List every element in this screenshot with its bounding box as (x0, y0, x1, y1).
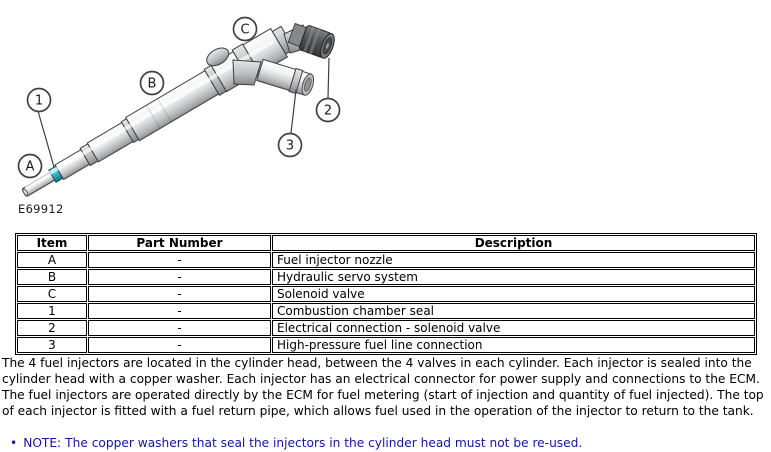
column-header-item: Item (17, 235, 87, 251)
note-text: The copper washers that seal the injectors in the cylinder head must not be re-used. (65, 436, 583, 450)
cell-part-number: - (88, 337, 271, 353)
cell-part-number: - (88, 286, 271, 302)
cell-item: 2 (17, 320, 87, 336)
fuel-line-port (256, 59, 316, 98)
cell-part-number: - (88, 269, 271, 285)
figure-code: E69912 (18, 202, 64, 216)
callout-2 (317, 99, 340, 122)
cell-description: Electrical connection - solenoid valve (272, 320, 755, 336)
cell-description: High-pressure fuel line connection (272, 337, 755, 353)
cell-part-number: - (88, 320, 271, 336)
cell-part-number: - (88, 252, 271, 268)
electrical-connector (287, 21, 337, 60)
cell-item: B (17, 269, 87, 285)
table-row (17, 320, 755, 336)
table-row (17, 252, 755, 268)
cell-item: 3 (17, 337, 87, 353)
callout-3 (279, 134, 302, 157)
table-header-row (17, 235, 755, 251)
cell-item: A (17, 252, 87, 268)
callout-B (141, 72, 164, 95)
callout-B-label: B (147, 76, 157, 92)
cell-item: C (17, 286, 87, 302)
callout-3-label: 3 (285, 138, 295, 154)
column-header-description: Description (272, 235, 755, 251)
cell-part-number: - (88, 303, 271, 319)
leader-line-2 (328, 58, 329, 98)
table-row (17, 286, 755, 302)
injector-body (10, 15, 296, 200)
cell-description: Combustion chamber seal (272, 303, 755, 319)
table-row (17, 269, 755, 285)
table-row (17, 303, 755, 319)
callout-1 (28, 89, 51, 112)
note (10, 436, 768, 451)
description-paragraph: The 4 fuel injectors are located in the cylinder head, between the 4 valves in each cylinder. Each injector is sealed into the cylinder head with a copper washer. Each injector has an electrical connector for power supply and connections to the ECM. The fuel injectors are operated directly by the ECM for fuel metering (start of injection and quantity of fuel injected). The top of each injector is fitted with a fuel return pipe, which allows fuel used in the operation of the injector to return to the tank. (2, 356, 764, 418)
parts-table (15, 233, 757, 355)
leader-line-3 (291, 90, 296, 133)
callout-C-label: C (240, 22, 250, 38)
callout-2-label: 2 (323, 103, 333, 119)
leader-line-1 (38, 111, 54, 167)
cell-description: Hydraulic servo system (272, 269, 755, 285)
callout-1-label: 1 (34, 93, 44, 109)
port-branch (233, 60, 261, 85)
column-header-part-number: Part Number (88, 235, 271, 251)
fuel-injector-illustration (0, 0, 771, 200)
callout-A (19, 155, 42, 178)
callout-C (234, 18, 257, 41)
cell-description: Fuel injector nozzle (272, 252, 755, 268)
cell-item: 1 (17, 303, 87, 319)
callout-A-label: A (25, 159, 35, 175)
note-label: NOTE: (23, 436, 62, 450)
cell-description: Solenoid valve (272, 286, 755, 302)
table-row (17, 337, 755, 353)
note-bullet: • (10, 436, 18, 450)
